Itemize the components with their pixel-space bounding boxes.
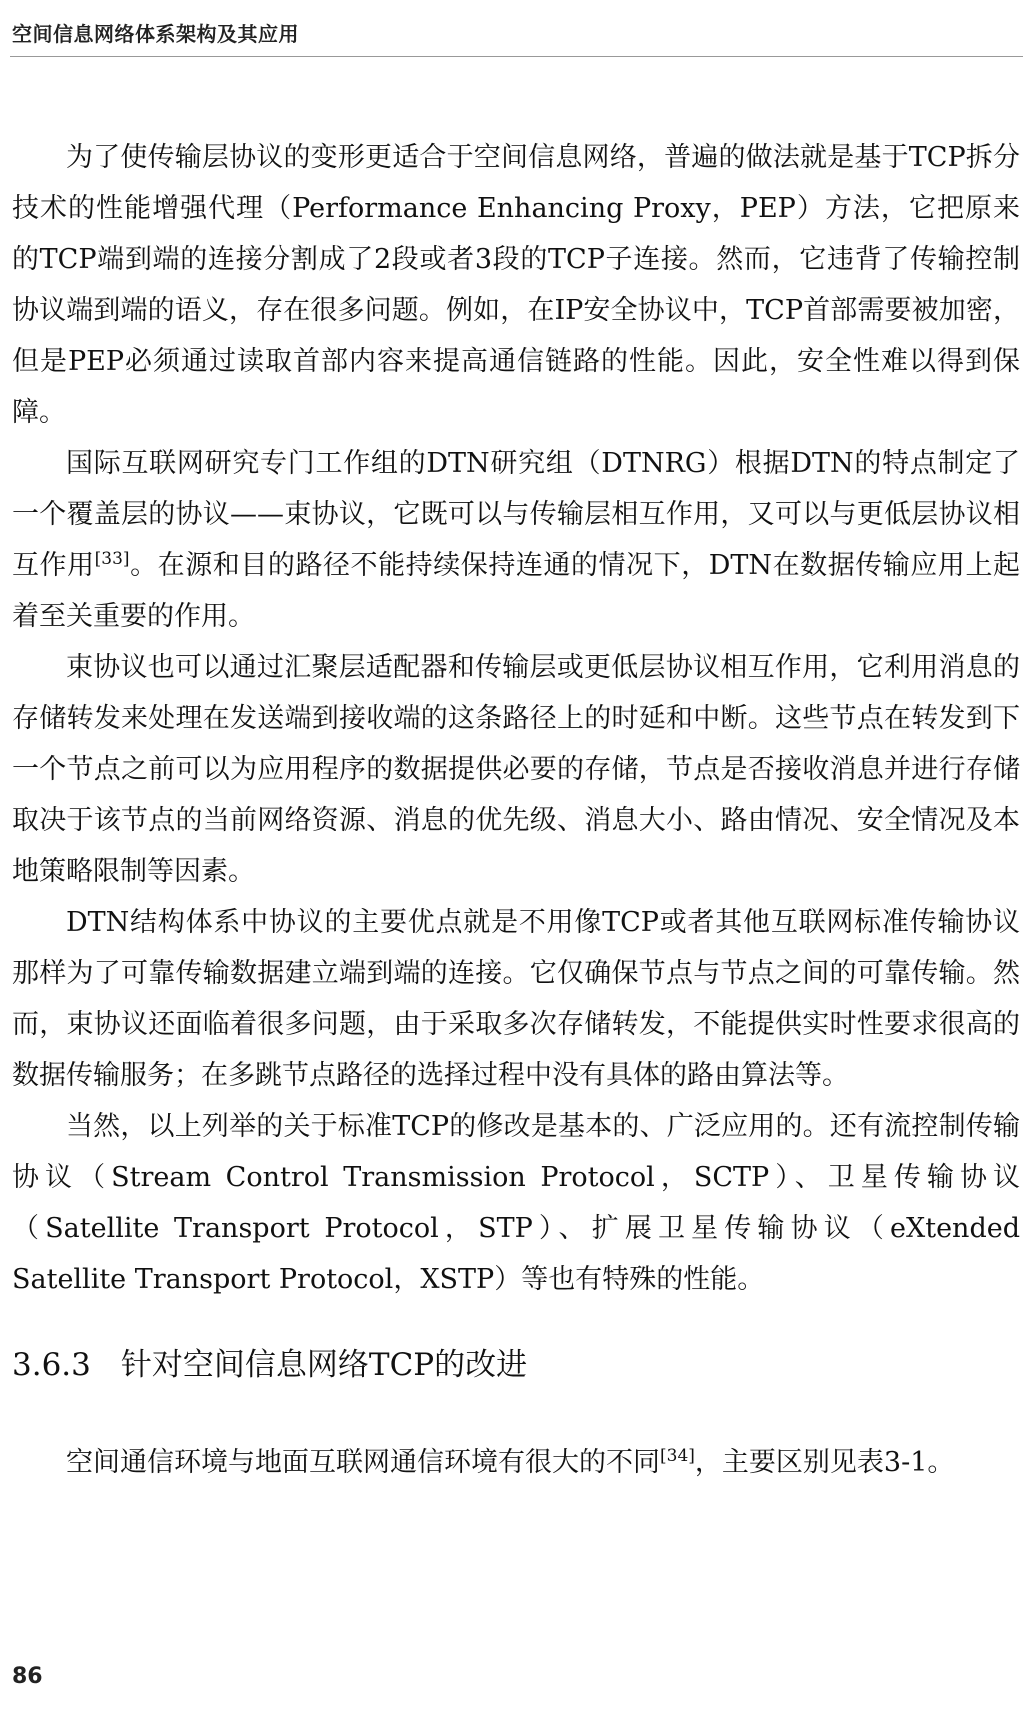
paragraph-text: 国际互联网研究专门工作组的DTN研究组（DTNRG）根据DTN的特点制定了一个覆盖层的协议——束协议，它既可以与传输层相互作用，又可以与更低层协议相互作用 [12, 448, 1020, 581]
body-text [12, 132, 1020, 1488]
paragraph-text: 。在源和目的路径不能持续保持连通的情况下，DTN在数据传输应用上起着至关重要的作用。 [12, 550, 1021, 632]
paragraph-bundle-protocol: 束协议也可以通过汇聚层适配器和传输层或更低层协议相互作用，它利用消息的存储转发来处理在发送端到接收端的这条路径上的时延和中断。这些节点在转发到下一个节点之前可以为应用程序的数据提供必要的存储，节点是否接收消息并进行存储取决于该节点的当前网络资源、消息的优先级、消息大小、路由情况、安全情况及本地策略限制等因素。 [12, 652, 1020, 887]
paragraph-pep: 为了使传输层协议的变形更适合于空间信息网络，普遍的做法就是基于TCP拆分技术的性能增强代理（Performance Enhancing Proxy，PEP）方法，它把原来的TCP端到端的连接分割成了2段或者3段的TCP子连接。然而，它违背了传输控制协议端到端的语义，存在很多问题。例如，在IP安全协议中，TCP首部需要被加密，但是PEP必须通过读取首部内容来提高通信链路的性能。因此，安全性难以得到保障。 [12, 142, 1020, 428]
section-title: 针对空间信息网络TCP的改进 [120, 1347, 528, 1383]
paragraph-dtnrg [12, 438, 1020, 642]
paragraph-dtn-advantages: DTN结构体系中协议的主要优点就是不用像TCP或者其他互联网标准传输协议那样为了可靠传输数据建立端到端的连接。它仅确保节点与节点之间的可靠传输。然而，束协议还面临着很多问题，由于采取多次存储转发，不能提供实时性要求很高的数据传输服务；在多跳节点路径的选择过程中没有具体的路由算法等。 [12, 907, 1020, 1091]
section-number: 3.6.3 [12, 1347, 91, 1383]
running-head: 空间信息网络体系架构及其应用 [12, 22, 299, 46]
paragraph-other-protocols: 当然，以上列举的关于标准TCP的修改是基本的、广泛应用的。还有流控制传输协议（Stream Control Transmission Protocol，SCTP）、卫星传输协议（Satellite Transport Protocol，STP）、扩展卫星传输协议（eXtended Satellite Transport Protocol，XSTP）等也有特殊的性能。 [12, 1111, 1020, 1295]
header-rule [10, 56, 1023, 57]
page-number: 86 [12, 1664, 43, 1689]
citation-33: [33] [94, 549, 130, 569]
paragraph-text: 空间通信环境与地面互联网通信环境有很大的不同 [66, 1447, 660, 1478]
paragraph-text: ，主要区别见表3-1。 [694, 1447, 955, 1478]
paragraph-space-environment [12, 1437, 1020, 1488]
citation-34: [34] [660, 1446, 695, 1466]
section-heading [12, 1345, 1020, 1385]
